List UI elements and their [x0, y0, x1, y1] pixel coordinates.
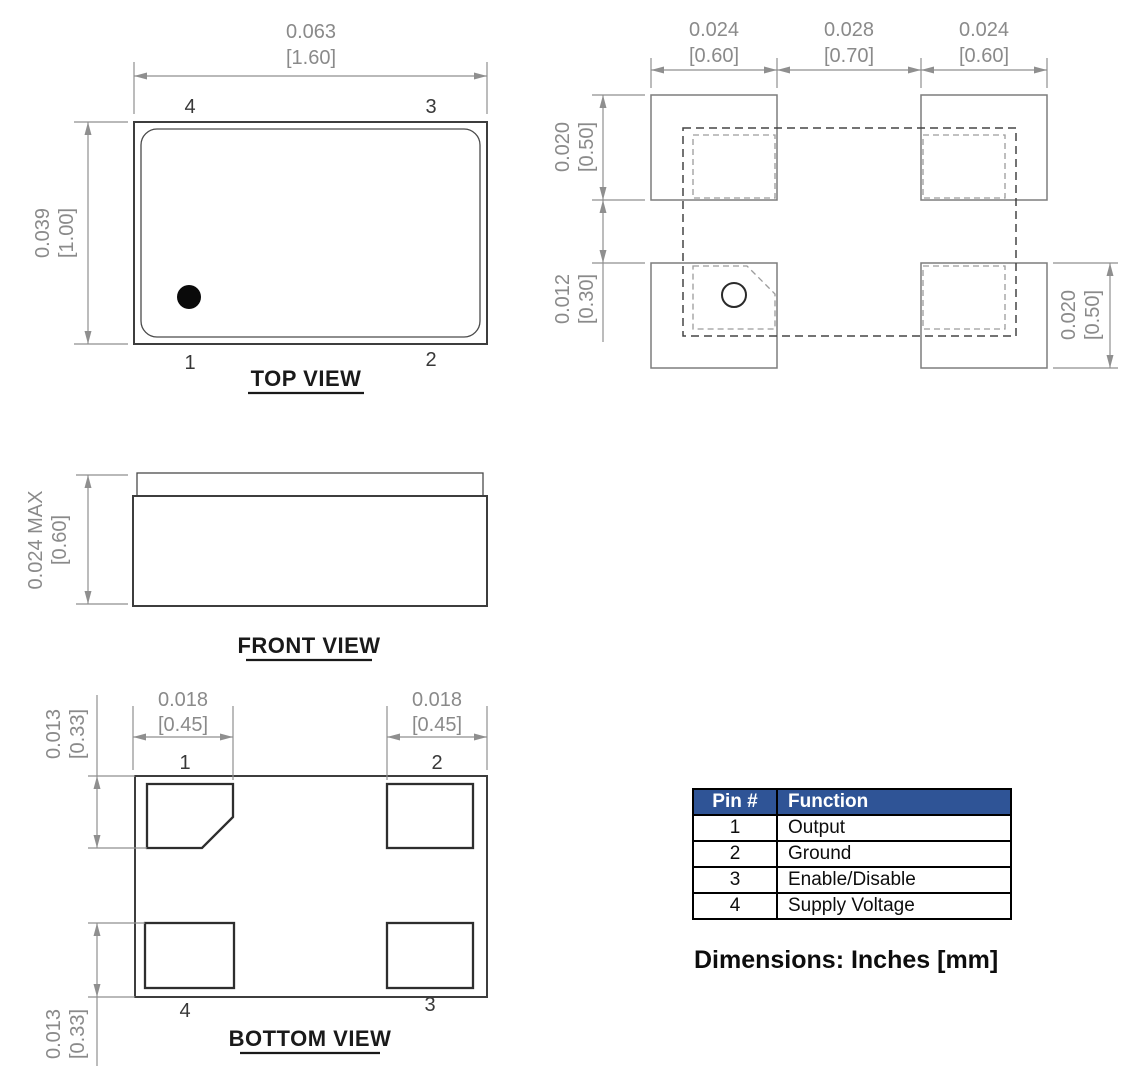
bottom-pad1-width-mm: [0.45] [157, 714, 209, 736]
package-pad-bottom-right-dashed [923, 266, 1005, 329]
land-pad-bottom-right [921, 263, 1047, 368]
land-pad-top-left [651, 95, 777, 200]
land-center-gap-inches: 0.028 [823, 19, 875, 41]
front-view-title: FRONT VIEW [237, 633, 381, 658]
pin-number-header: Pin # [693, 789, 777, 815]
top-view-height-label [32, 208, 78, 258]
bottom-pad-3 [387, 923, 473, 988]
land-right-pad-height-mm: [0.50] [1082, 289, 1104, 341]
front-view-lid [137, 473, 483, 496]
bottom-view-package-outline [135, 776, 487, 997]
top-view-title: TOP VIEW [250, 366, 362, 391]
land-left-pad-height-inches: 0.020 [552, 121, 574, 173]
top-view-drawing [32, 21, 487, 393]
bottom-view-pin2-label: 2 [431, 752, 443, 774]
bottom-pad-4 [145, 923, 234, 988]
land-right-pad-height-inches: 0.020 [1058, 289, 1080, 341]
land-pad-bottom-left [651, 263, 777, 368]
top-view-pin2-label: 2 [425, 349, 437, 371]
pin-cell: 1 [693, 815, 777, 841]
function-cell: Ground [777, 841, 1011, 867]
front-view-body [133, 496, 487, 606]
table-row [693, 815, 1011, 841]
top-view-pin1-label: 1 [184, 352, 196, 374]
land-pad-top-right [921, 95, 1047, 200]
pin-cell: 4 [693, 893, 777, 919]
function-cell: Supply Voltage [777, 893, 1011, 919]
pin-function-table [692, 788, 1012, 920]
top-view-package-outline [134, 122, 487, 344]
function-cell: Output [777, 815, 1011, 841]
pin-cell: 3 [693, 867, 777, 893]
bottom-top-offset-inches: 0.013 [43, 708, 65, 760]
bottom-pad2-width-inches: 0.018 [411, 689, 463, 711]
front-view-drawing [25, 473, 487, 660]
top-view-height-mm: [1.00] [56, 207, 78, 259]
top-view-pin3-label: 3 [425, 96, 437, 118]
land-left-pad-height-mm: [0.50] [576, 121, 598, 173]
function-cell: Enable/Disable [777, 867, 1011, 893]
bottom-view-drawing [43, 689, 487, 1066]
front-view-height-inches: 0.024 MAX [25, 490, 47, 590]
land-vertical-gap-inches: 0.012 [552, 273, 574, 325]
table-row [693, 867, 1011, 893]
bottom-view-pin4-label: 4 [179, 1000, 191, 1022]
table-row [693, 893, 1011, 919]
front-view-height-mm: [0.60] [49, 514, 71, 566]
land-right-pad-height-label [1058, 290, 1104, 340]
package-pad-top-left-dashed [693, 135, 775, 198]
table-row [693, 841, 1011, 867]
top-view-height-inches: 0.039 [32, 207, 54, 259]
land-left-pad-width-inches: 0.024 [688, 19, 740, 41]
bottom-view-title: BOTTOM VIEW [228, 1026, 392, 1051]
front-view-height-label [25, 491, 71, 590]
bottom-pad1-width-inches: 0.018 [157, 689, 209, 711]
land-right-pad-width-inches: 0.024 [958, 19, 1010, 41]
bottom-pad-1-chamfered [147, 784, 233, 848]
bottom-bottom-offset-inches: 0.013 [43, 1008, 65, 1060]
pin1-indicator-circle [722, 283, 746, 307]
top-view-width-mm: [1.60] [285, 47, 337, 69]
bottom-bottom-offset-mm: [0.33] [67, 1008, 89, 1060]
bottom-top-offset-label [43, 709, 89, 759]
top-view-pin4-label: 4 [184, 96, 196, 118]
bottom-view-pin3-label: 3 [424, 994, 436, 1016]
land-center-gap-mm: [0.70] [823, 45, 875, 67]
bottom-bottom-offset-label [43, 1009, 89, 1059]
pin-cell: 2 [693, 841, 777, 867]
land-left-pad-width-mm: [0.60] [688, 45, 740, 67]
bottom-top-offset-mm: [0.33] [67, 708, 89, 760]
land-left-pad-height-label [552, 122, 598, 172]
bottom-view-pin1-label: 1 [179, 752, 191, 774]
dimensions-units-note: Dimensions: Inches [mm] [694, 946, 999, 974]
bottom-pad2-width-mm: [0.45] [411, 714, 463, 736]
function-header: Function [777, 789, 1011, 815]
land-right-pad-width-mm: [0.60] [958, 45, 1010, 67]
land-vertical-gap-label [552, 274, 598, 324]
top-view-width-inches: 0.063 [285, 21, 337, 43]
bottom-pad-2 [387, 784, 473, 848]
table-header-row [693, 789, 1011, 815]
package-pad-top-right-dashed [923, 135, 1005, 198]
land-vertical-gap-mm: [0.30] [576, 273, 598, 325]
pin1-index-dot [177, 285, 201, 309]
land-pattern-drawing [552, 19, 1118, 368]
